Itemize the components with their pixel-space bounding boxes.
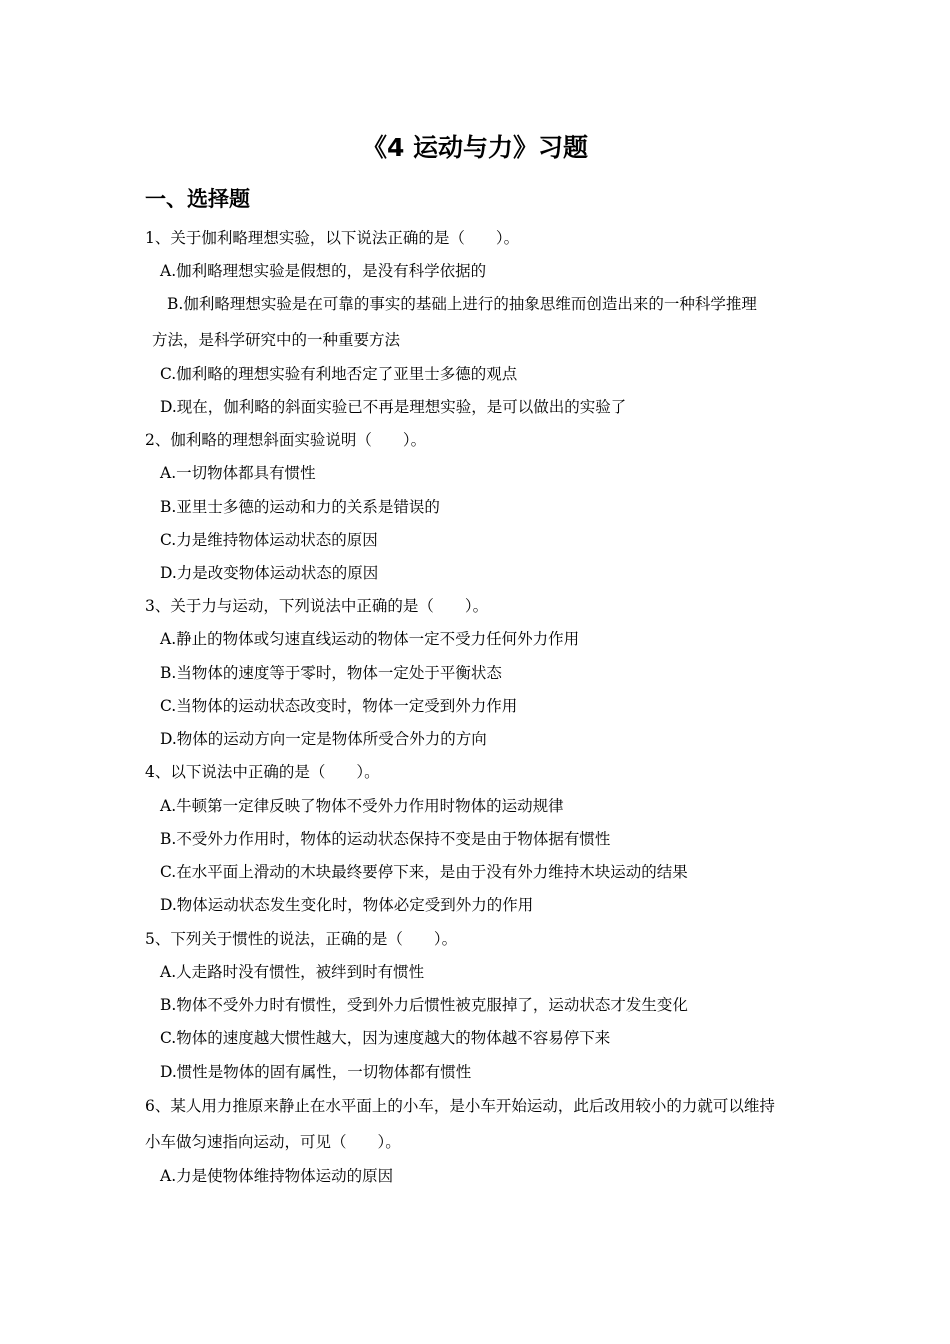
question-6-stem: 6、某人用力推原来静止在水平面上的小车，是小车开始运动，此后改用较小的力就可以维持	[145, 1097, 775, 1115]
question-1-option-d: D.现在，伽利略的斜面实验已不再是理想实验，是可以做出的实验了	[160, 398, 627, 416]
question-5-option-b: B.物体不受外力时有惯性，受到外力后惯性被克服掉了，运动状态才发生变化	[160, 996, 688, 1014]
question-2-option-b: B.亚里士多德的运动和力的关系是错误的	[160, 498, 440, 516]
question-3-option-d: D.物体的运动方向一定是物体所受合外力的方向	[160, 730, 487, 748]
question-5-option-c: C.物体的速度越大惯性越大，因为速度越大的物体越不容易停下来	[160, 1029, 611, 1047]
question-2-option-a: A.一切物体都具有惯性	[160, 464, 316, 482]
question-1-option-c: C.伽利略的理想实验有利地否定了亚里士多德的观点	[160, 365, 518, 383]
question-2-option-c: C.力是维持物体运动状态的原因	[160, 531, 378, 549]
question-1-option-a: A.伽利略理想实验是假想的，是没有科学依据的	[160, 262, 487, 280]
question-5-stem: 5、下列关于惯性的说法，正确的是（ ）。	[145, 930, 458, 948]
question-1-option-b-continued: 方法，是科学研究中的一种重要方法	[152, 331, 401, 349]
question-3-option-b: B.当物体的速度等于零时，物体一定处于平衡状态	[160, 664, 502, 682]
question-6-stem-continued: 小车做匀速指向运动，可见（ ）。	[145, 1133, 401, 1151]
question-3-stem: 3、关于力与运动，下列说法中正确的是（ ）。	[145, 597, 489, 615]
page-title: 《4 运动与力》习题	[361, 133, 589, 162]
question-6-option-a: A.力是使物体维持物体运动的原因	[160, 1167, 394, 1185]
question-1-option-b: B.伽利略理想实验是在可靠的事实的基础上进行的抽象思维而创造出来的一种科学推理	[167, 295, 757, 313]
section-heading: 一、选择题	[145, 187, 250, 211]
question-1-stem: 1、关于伽利略理想实验，以下说法正确的是（ ）。	[145, 229, 520, 247]
question-2-option-d: D.力是改变物体运动状态的原因	[160, 564, 379, 582]
question-5-option-d: D.惯性是物体的固有属性，一切物体都有惯性	[160, 1063, 472, 1081]
question-4-option-a: A.牛顿第一定律反映了物体不受外力作用时物体的运动规律	[160, 797, 564, 815]
question-4-stem: 4、以下说法中正确的是（ ）。	[145, 763, 380, 781]
question-4-option-c: C.在水平面上滑动的木块最终要停下来，是由于没有外力维持木块运动的结果	[160, 863, 688, 881]
question-4-option-b: B.不受外力作用时，物体的运动状态保持不变是由于物体据有惯性	[160, 830, 611, 848]
question-4-option-d: D.物体运动状态发生变化时，物体必定受到外力的作用	[160, 896, 534, 914]
question-2-stem: 2、伽利略的理想斜面实验说明（ ）。	[145, 431, 427, 449]
question-5-option-a: A.人走路时没有惯性，被绊到时有惯性	[160, 963, 425, 981]
question-3-option-c: C.当物体的运动状态改变时，物体一定受到外力作用	[160, 697, 518, 715]
question-3-option-a: A.静止的物体或匀速直线运动的物体一定不受力任何外力作用	[160, 630, 580, 648]
